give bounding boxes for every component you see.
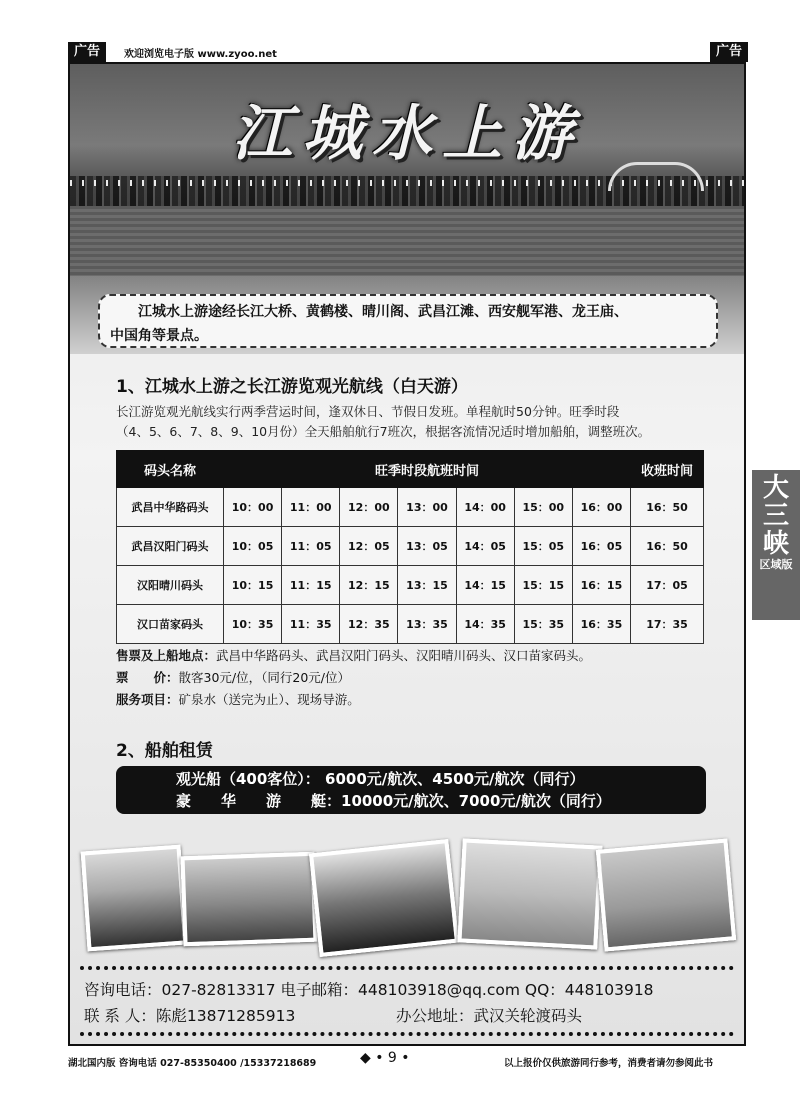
departure-time: 13：00 — [398, 488, 456, 527]
intro-box — [98, 294, 718, 348]
section1-title: 1、江城水上游之长江游览观光航线（白天游） — [116, 377, 468, 397]
warship-photo — [457, 838, 602, 949]
river-water — [70, 206, 744, 276]
departure-time: 10：00 — [224, 488, 282, 527]
service-value: 矿泉水（送完为止）、现场导游。 — [178, 692, 360, 707]
departure-time: 10：35 — [224, 605, 282, 644]
departure-time: 13：05 — [398, 527, 456, 566]
ticket-info — [116, 646, 591, 666]
departure-time: 12：35 — [340, 605, 398, 644]
departure-time: 11：15 — [282, 566, 340, 605]
yellow-crane-tower-photo — [81, 845, 188, 952]
rental-line-2: 豪 华 游 艇：10000元/航次、7000元/航次（同行） — [176, 792, 611, 810]
departure-time: 13：15 — [398, 566, 456, 605]
departure-time: 15：00 — [514, 488, 572, 527]
departure-time: 15：05 — [514, 527, 572, 566]
departure-time: 14：05 — [456, 527, 514, 566]
departure-time: 11：35 — [282, 605, 340, 644]
departure-time: 14：15 — [456, 566, 514, 605]
header-peak-times: 旺季时段航班时间 — [224, 451, 631, 488]
departure-time: 16：35 — [572, 605, 630, 644]
service-label: 服务项目： — [116, 692, 179, 707]
pier-name: 武昌中华路码头 — [117, 488, 224, 527]
price-info — [116, 668, 350, 688]
departure-time: 10：05 — [224, 527, 282, 566]
table-row — [117, 488, 704, 527]
departure-time: 16：00 — [572, 488, 630, 527]
edition-side-tab — [752, 470, 800, 620]
yangtze-bridge-photo — [180, 852, 317, 947]
qingchuan-pavilion-photo — [309, 839, 459, 957]
top-bar — [68, 42, 748, 62]
close-time: 16：50 — [631, 527, 704, 566]
header-close-time: 收班时间 — [631, 451, 704, 488]
dotted-divider-top — [80, 966, 734, 970]
header-pier: 码头名称 — [117, 451, 224, 488]
office-address: 办公地址：武汉关轮渡码头 — [396, 1007, 583, 1025]
contact-line: 咨询电话：027-82813317 电子邮箱：448103918@qq.com QQ：448103918 — [84, 981, 654, 999]
section2-title: 2、船舶租赁 — [116, 741, 213, 761]
table-row — [117, 566, 704, 605]
section1-desc-line-2: （4、5、6、7、8、9、10月份）全天船舶航行7班次，根据客流情况适时增加船舶，调整班次。 — [116, 424, 651, 439]
price-value: 散客30元/位，（同行20元/位） — [178, 670, 351, 685]
close-time: 17：35 — [631, 605, 704, 644]
footer-left: 湖北国内版 咨询电话 027-85350400 /15337218689 — [68, 1058, 317, 1069]
side-tab-subtitle: 区域版 — [759, 558, 793, 571]
hero-title: 江城水上游 — [232, 99, 582, 169]
departure-time: 12：15 — [340, 566, 398, 605]
pier-name: 汉口苗家码头 — [117, 605, 224, 644]
ad-panel — [68, 62, 746, 1046]
close-time: 16：50 — [631, 488, 704, 527]
footer-right: 以上报价仅供旅游同行参考，消费者请勿参阅此书 — [504, 1058, 714, 1069]
contact-person: 联 系 人：陈彪13871285913 — [84, 1007, 296, 1025]
welcome-text: 欢迎浏览电子版 www.zyoo.net — [124, 49, 277, 60]
rental-box — [116, 766, 706, 814]
departure-time: 16：05 — [572, 527, 630, 566]
ticket-label: 售票及上船地点： — [116, 648, 217, 663]
departure-time: 15：35 — [514, 605, 572, 644]
departure-time: 16：15 — [572, 566, 630, 605]
ad-tag-right: 广告 — [710, 42, 748, 62]
departure-time: 13：35 — [398, 605, 456, 644]
price-label: 票 价： — [116, 670, 179, 685]
table-row — [117, 605, 704, 644]
intro-line-2: 中国角等景点。 — [110, 328, 208, 344]
schedule-table — [116, 450, 704, 644]
dotted-divider-bottom — [80, 1032, 734, 1036]
intro-line-1: 江城水上游途经长江大桥、黄鹤楼、晴川阁、武昌江滩、西安舰军港、龙王庙、 — [138, 304, 628, 320]
departure-time: 12：00 — [340, 488, 398, 527]
departure-time: 12：05 — [340, 527, 398, 566]
departure-time: 14：35 — [456, 605, 514, 644]
pier-name: 汉阳晴川码头 — [117, 566, 224, 605]
section1-desc — [116, 402, 706, 442]
ticket-value: 武昌中华路码头、武昌汉阳门码头、汉阳晴川码头、汉口苗家码头。 — [216, 648, 592, 663]
table-row — [117, 527, 704, 566]
riverside-aerial-photo — [596, 838, 736, 951]
ad-tag-left: 广告 — [68, 42, 106, 62]
departure-time: 11：00 — [282, 488, 340, 527]
page-number: ◆ • 9 • — [360, 1050, 410, 1066]
departure-time: 11：05 — [282, 527, 340, 566]
schedule-header-row — [117, 451, 704, 488]
close-time: 17：05 — [631, 566, 704, 605]
side-tab-title: 大三峡 — [762, 473, 789, 559]
departure-time: 14：00 — [456, 488, 514, 527]
departure-time: 15：15 — [514, 566, 572, 605]
section1-desc-line-1: 长江游览观光航线实行两季营运时间，逢双休日、节假日发班。单程航时50分钟。旺季时段 — [116, 404, 620, 419]
pier-name: 武昌汉阳门码头 — [117, 527, 224, 566]
rental-line-1: 观光船（400客位）： 6000元/航次、4500元/航次（同行） — [176, 770, 585, 788]
service-info — [116, 690, 360, 710]
departure-time: 10：15 — [224, 566, 282, 605]
